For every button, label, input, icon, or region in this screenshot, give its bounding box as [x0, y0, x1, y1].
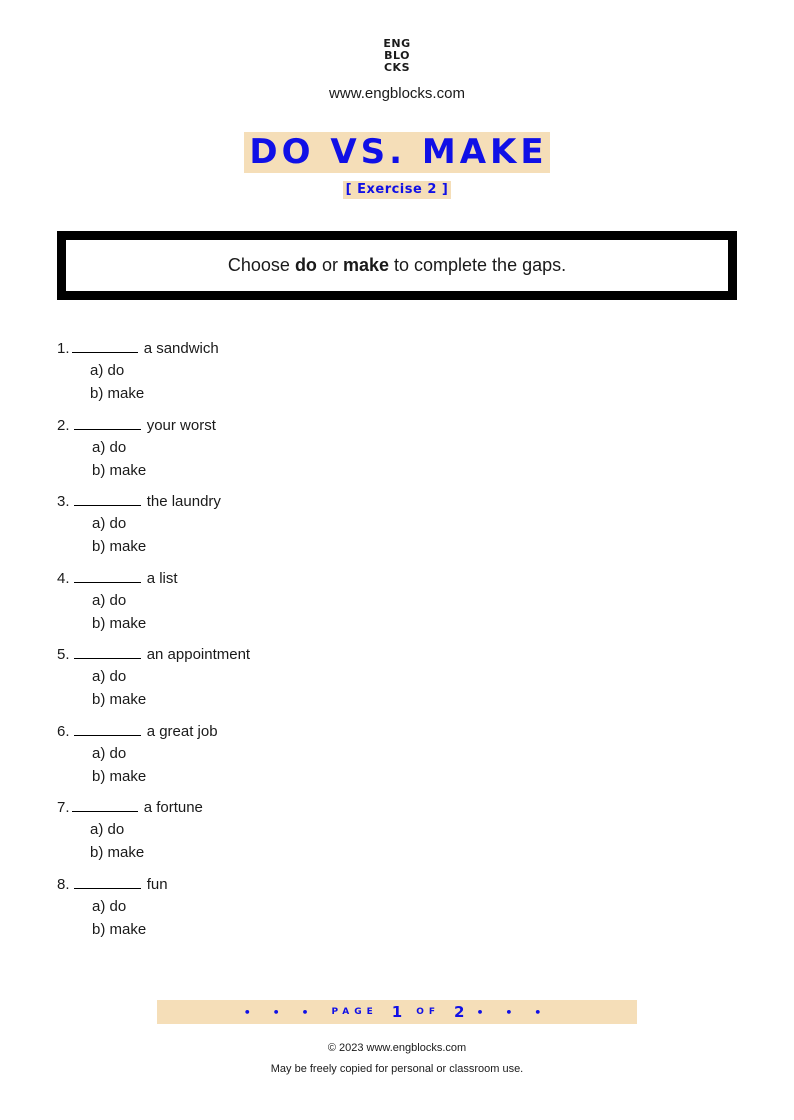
question-text: a list: [146, 570, 178, 587]
option-a[interactable]: a) do: [90, 362, 125, 379]
answer-blank[interactable]: [72, 796, 138, 812]
question-number: 5.: [57, 646, 70, 663]
instruction-box: [57, 231, 737, 300]
option-b[interactable]: b) make: [92, 538, 147, 555]
option-b[interactable]: b) make: [90, 385, 145, 402]
question-number: 7.: [57, 799, 70, 816]
question-text: a sandwich: [143, 340, 219, 357]
option-b[interactable]: b) make: [92, 921, 147, 938]
question-3: [57, 490, 457, 558]
copyright: © 2023 www.engblocks.com: [327, 1042, 467, 1054]
question-text: a fortune: [143, 799, 203, 816]
logo-line-2: BLO: [384, 49, 410, 62]
logo-line-1: ENG: [383, 37, 411, 50]
question-2: [57, 414, 457, 482]
answer-blank[interactable]: [74, 414, 141, 430]
option-a[interactable]: a) do: [92, 592, 127, 609]
current-page: 1: [391, 1003, 403, 1021]
answer-blank[interactable]: [74, 567, 141, 583]
option-b[interactable]: b) make: [92, 691, 147, 708]
answer-blank[interactable]: [74, 490, 141, 506]
question-text: fun: [146, 876, 168, 893]
instruction-text: Choose do or make to complete the gaps.: [227, 255, 567, 275]
logo-line-3: CKS: [383, 61, 411, 74]
page-word: PAGE: [331, 1007, 378, 1017]
dots-left: • • •: [243, 1005, 318, 1019]
answer-blank[interactable]: [74, 643, 141, 659]
option-a[interactable]: a) do: [92, 515, 127, 532]
question-7: [57, 796, 457, 864]
question-number: 3.: [57, 493, 70, 510]
question-text: an appointment: [146, 646, 251, 663]
question-text: the laundry: [146, 493, 221, 510]
site-url[interactable]: www.engblocks.com: [329, 85, 465, 102]
question-text: your worst: [146, 417, 216, 434]
page-title: DO VS. MAKE: [244, 132, 549, 173]
of-word: OF: [416, 1007, 441, 1017]
question-6: [57, 720, 457, 788]
question-number: 6.: [57, 723, 70, 740]
question-number: 2.: [57, 417, 70, 434]
answer-blank[interactable]: [74, 873, 141, 889]
option-a[interactable]: a) do: [92, 745, 127, 762]
total-pages: 2: [454, 1003, 465, 1021]
option-a[interactable]: a) do: [92, 439, 127, 456]
option-b[interactable]: b) make: [90, 844, 145, 861]
question-number: 1.: [57, 340, 70, 357]
option-a[interactable]: a) do: [92, 898, 127, 915]
question-number: 4.: [57, 570, 70, 587]
dots-right: • • •: [476, 1005, 551, 1019]
option-b[interactable]: b) make: [92, 615, 147, 632]
option-a[interactable]: a) do: [92, 668, 127, 685]
option-a[interactable]: a) do: [90, 821, 125, 838]
question-5: [57, 643, 457, 711]
answer-blank[interactable]: [74, 720, 141, 736]
usage-note: May be freely copied for personal or classroom use.: [270, 1063, 524, 1075]
question-1: [57, 337, 457, 405]
question-8: [57, 873, 457, 941]
page-indicator: [157, 1000, 637, 1024]
option-b[interactable]: b) make: [92, 462, 147, 479]
option-b[interactable]: b) make: [92, 768, 147, 785]
question-text: a great job: [146, 723, 218, 740]
question-number: 8.: [57, 876, 70, 893]
question-4: [57, 567, 457, 635]
exercise-subtitle: [ Exercise 2 ]: [343, 181, 452, 199]
engblocks-logo: [0, 38, 794, 74]
answer-blank[interactable]: [72, 337, 138, 353]
